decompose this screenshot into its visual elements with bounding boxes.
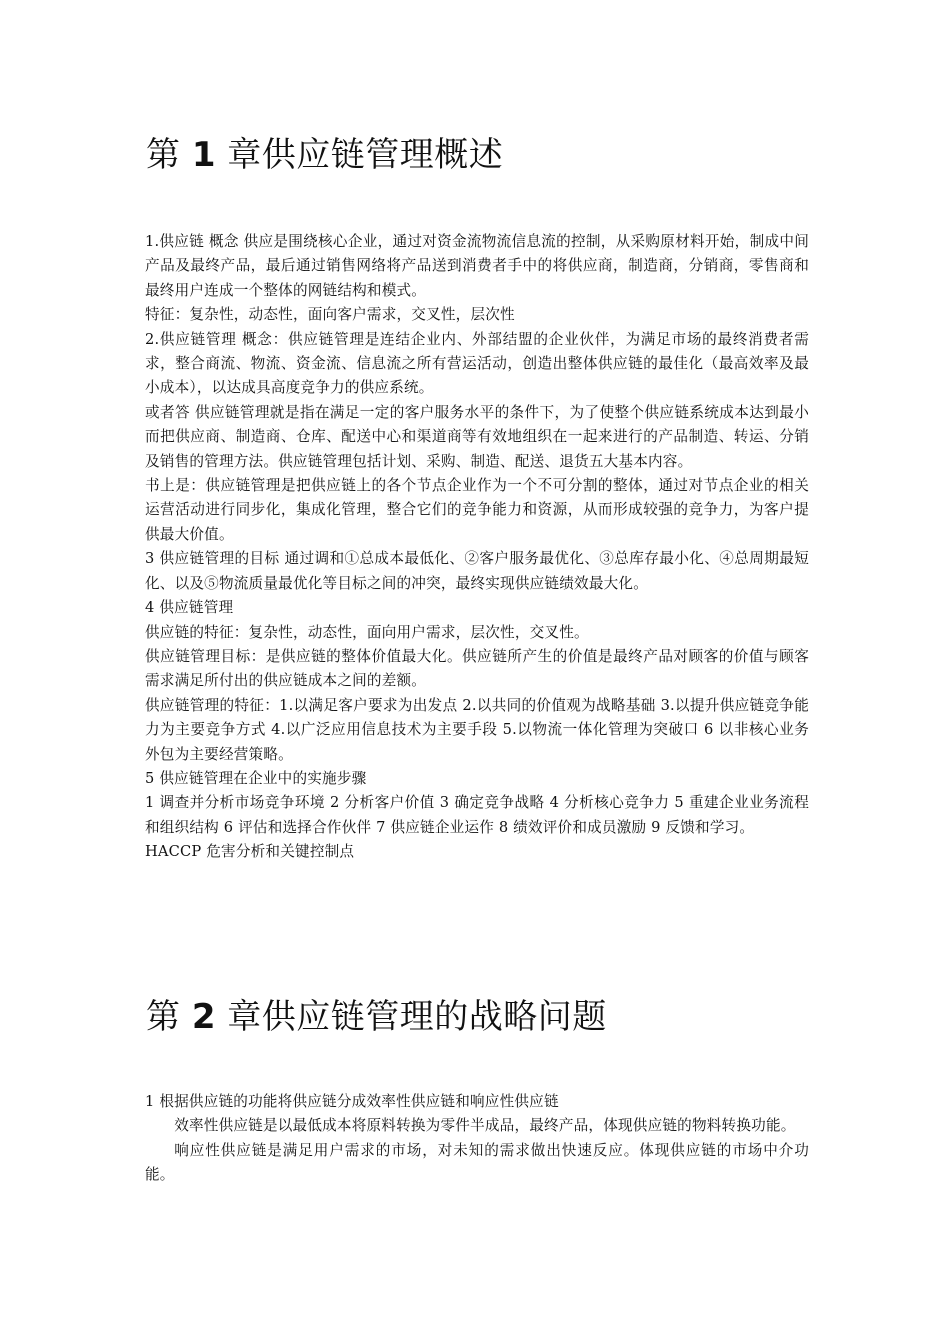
paragraph-haccp: HACCP 危害分析和关键控制点 [145,843,355,861]
paragraph-scm-implementation-steps: 1 调查并分析市场竞争环境 2 分析客户价值 3 确定竞争战略 4 分析核心竞争力 5 重建企业业务流程和组织结构 6 评估和选择合作伙伴 7 供应链企业运作 8 绩效评价和成员激励 9 反馈和学习。 [145,794,809,836]
paragraph-responsive-supply-chain: 响应性供应链是满足用户需求的市场，对未知的需求做出快速反应。体现供应链的市场中介功能。 [145,1141,809,1184]
paragraph-scm-book-definition: 书上是：供应链管理是把供应链上的各个节点企业作为一个不可分割的整体，通过对节点企业的相关运营活动进行同步化，集成化管理，整合它们的竞争能力和资源，从而形成较强的竞争力，为客户提供最大价值。 [145,477,809,543]
paragraph-supply-chain-characteristics: 供应链的特征：复杂性，动态性，面向用户需求，层次性，交叉性。 [145,623,589,641]
chapter-2-heading-title: 章供应链管理的战略问题 [215,997,607,1037]
paragraph-supply-chain-types: 1 根据供应链的功能将供应链分成效率性供应链和响应性供应链 [145,1093,559,1110]
chapter-1-heading-title: 章供应链管理概述 [215,135,504,175]
chapter-1-heading-prefix: 第 [146,135,192,175]
chapter-2-heading [146,995,846,1039]
chapter-2-number: 2 [191,997,216,1037]
paragraph-scm-alt-definition: 或者答 供应链管理就是指在满足一定的客户服务水平的条件下，为了使整个供应链系统成本达到最小而把供应商、制造商、仓库、配送中心和渠道商等有效地组织在一起来进行的产品制造、转运、分销及销售的管理方法。供应链管理包括计划、采购、制造、配送、退货五大基本内容。 [145,403,809,470]
chapter-1-body [145,230,809,865]
chapter-1-number: 1 [191,135,216,175]
paragraph-scm-characteristics: 供应链管理的特征：1.以满足客户要求为出发点 2.以共同的价值观为战略基础 3.以提升供应链竞争能力为主要竞争方式 4.以广泛应用信息技术为主要手段 5.以物流一体化管理为突破口 6 以非核心业务外包为主要经营策略。 [145,696,809,763]
paragraph-scm-goals: 3 供应链管理的目标 通过调和①总成本最低化、②客户服务最优化、③总库存最小化、④总周期最短化、以及⑤物流质量最优化等目标之间的冲突，最终实现供应链绩效最大化。 [145,550,809,592]
paragraph-scm-concept: 2.供应链管理 概念：供应链管理是连结企业内、外部结盟的企业伙伴，为满足市场的最终消费者需求，整合商流、物流、资金流、信息流之所有营运活动，创造出整体供应链的最佳化（最高效率及最小成本），以达成具高度竞争力的供应系统。 [145,330,809,397]
paragraph-supply-chain-concept: 1.供应链 概念 供应是围绕核心企业，通过对资金流物流信息流的控制，从采购原材料开始，制成中间产品及最终产品，最后通过销售网络将产品送到消费者手中的将供应商，制造商，分销商，零售商和最终用户连成一个整体的网链结构和模式。 [145,233,809,299]
paragraph-scm-objective: 供应链管理目标：是供应链的整体价值最大化。供应链所产生的价值是最终产品对顾客的价值与顾客需求满足所付出的供应链成本之间的差额。 [145,647,809,690]
chapter-2-body [145,1090,809,1188]
paragraph-supply-chain-features: 特征：复杂性，动态性，面向客户需求，交叉性，层次性 [145,306,515,324]
chapter-1-heading [146,133,846,177]
paragraph-scm-implementation-title: 5 供应链管理在企业中的实施步骤 [145,769,367,787]
paragraph-efficient-supply-chain: 效率性供应链是以最低成本将原料转换为零件半成品，最终产品，体现供应链的物料转换功能。 [174,1117,796,1135]
paragraph-scm-section-4: 4 供应链管理 [145,599,234,617]
chapter-2-heading-prefix: 第 [146,997,192,1037]
